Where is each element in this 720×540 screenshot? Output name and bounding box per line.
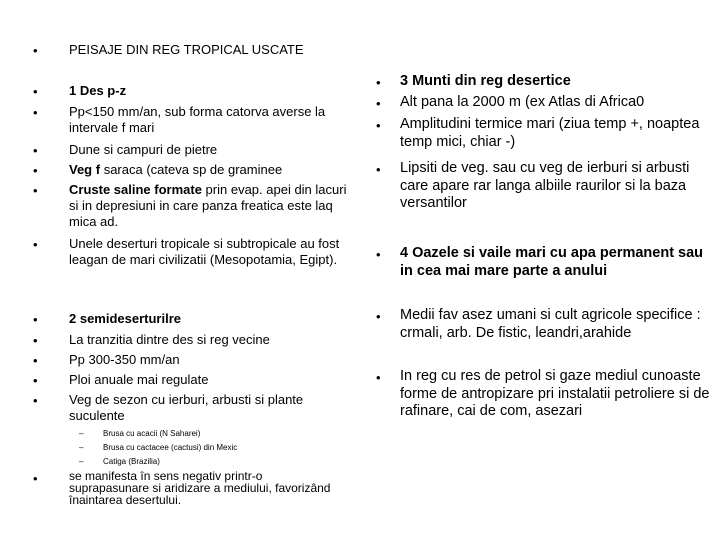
section2-subitem-0: Brusa cu acacii (N Saharei) bbox=[103, 429, 201, 438]
section2-item-2: Ploi anuale mai regulate bbox=[69, 372, 209, 387]
bullet: • bbox=[376, 118, 381, 133]
section1-item-3: Unele deserturi tropicale si subtropicale au fost leagan de mari civilizatii (Mesopotamia, Egipt). bbox=[69, 236, 340, 267]
section2-item-0: La tranzitia dintre des si reg vecine bbox=[69, 332, 270, 347]
section1-item-2-label: Veg f bbox=[69, 162, 101, 177]
bullet: • bbox=[33, 333, 38, 348]
section2-item-1: Pp 300-350 mm/an bbox=[69, 352, 180, 367]
section2-subitem-2: Catiga (Brazilia) bbox=[103, 457, 160, 466]
sub-dash: – bbox=[79, 443, 84, 452]
section3-item-1: Amplitudini termice mari (ziua temp +, noaptea temp mici, chiar -) bbox=[400, 116, 700, 150]
section2-subitem-1: Brusa cu cactacee (cactusi) din Mexic bbox=[103, 443, 238, 452]
bullet: • bbox=[33, 105, 38, 120]
bullet: • bbox=[33, 143, 38, 158]
bullet: • bbox=[33, 353, 38, 368]
bullet: • bbox=[33, 43, 38, 58]
section1-item-2 bbox=[69, 162, 359, 178]
bullet: • bbox=[33, 237, 38, 252]
cruste-rest: prin evap. apei din lacuri si in depresiuni in care panza freatica este laq mica ad. bbox=[69, 182, 347, 229]
section1-item-0: Pp<150 mm/an, sub forma catorva averse la intervale f mari bbox=[69, 104, 326, 135]
section3-item-2: Lipsiti de veg. sau cu veg de ierburi si arbusti care apare rar langa albiile raurilor si la baza versantilor bbox=[400, 160, 690, 211]
section4-item-0: Medii fav asez umani si cult agricole specifice : crmali, arb. De fistic, leandri,arahide bbox=[400, 307, 701, 341]
bullet: • bbox=[33, 84, 38, 99]
section3-heading: 3 Munti din reg desertice bbox=[400, 73, 571, 89]
bullet: • bbox=[376, 162, 381, 177]
bullet: • bbox=[33, 373, 38, 388]
section3-item-0: Alt pana la 2000 m (ex Atlas di Africa0 bbox=[400, 94, 645, 110]
section4-item-1: In reg cu res de petrol si gaze mediul cunoaste forme de antropizare pri instalatii petroliere si de rafinare, cai de com, asezari bbox=[400, 368, 710, 419]
bullet: • bbox=[33, 163, 38, 178]
bullet: • bbox=[376, 309, 381, 324]
bullet: • bbox=[376, 247, 381, 262]
bullet: • bbox=[33, 471, 38, 486]
section1-item-cruste bbox=[69, 182, 359, 230]
cruste-bold: Cruste saline formate bbox=[69, 182, 202, 197]
bullet: • bbox=[376, 96, 381, 111]
section2-heading: 2 semideserturilre bbox=[69, 311, 182, 326]
bullet: • bbox=[33, 183, 38, 198]
section2-closing: se manifesta în sens negativ printr-o suprapasunare si aridizare a mediului, favorizând înaintarea desertului. bbox=[69, 469, 331, 507]
section4-heading: 4 Oazele si vaile mari cu apa permanent sau in cea mai mare parte a anului bbox=[400, 245, 704, 279]
section2-item-3: Veg de sezon cu ierburi, arbusti si plante suculente bbox=[69, 392, 304, 423]
sub-dash: – bbox=[79, 429, 84, 438]
slide-title: PEISAJE DIN REG TROPICAL USCATE bbox=[69, 42, 304, 57]
bullet: • bbox=[376, 370, 381, 385]
section1-item-1: Dune si campuri de pietre bbox=[69, 142, 218, 157]
section1-heading: 1 Des p-z bbox=[69, 83, 127, 98]
sub-dash: – bbox=[79, 457, 84, 466]
bullet: • bbox=[33, 393, 38, 408]
bullet: • bbox=[33, 312, 38, 327]
bullet: • bbox=[376, 75, 381, 90]
section1-item-2-rest: saraca (cateva sp de graminee bbox=[103, 162, 283, 177]
